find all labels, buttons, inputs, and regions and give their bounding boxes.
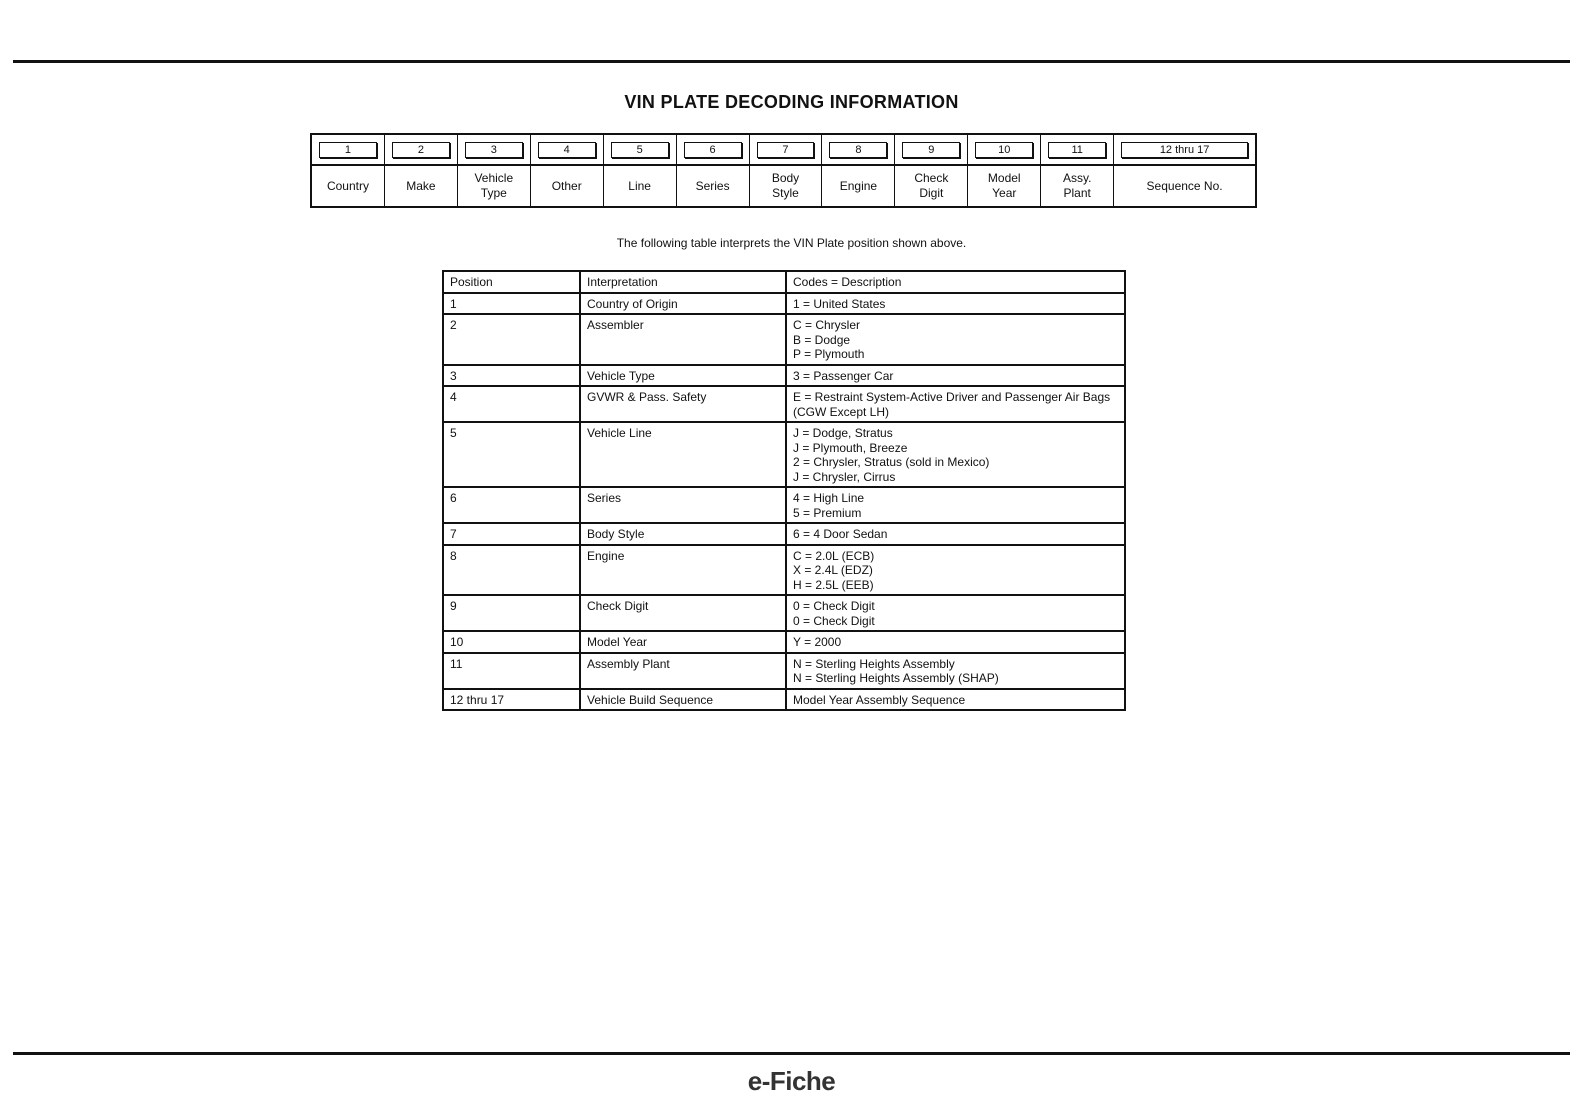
vin-position-9 [895, 135, 968, 206]
vin-position-number-cell [312, 135, 384, 166]
table-note: The following table interprets the VIN Plate position shown above. [616, 236, 967, 250]
vin-position-7 [750, 135, 823, 206]
codes-cell [786, 523, 1125, 545]
position-cell: 1 [443, 293, 580, 315]
interpretation-cell: Vehicle Build Sequence [580, 689, 786, 711]
vin-position-number: 8 [829, 142, 887, 158]
vin-position-5 [604, 135, 677, 206]
table-row [443, 293, 1125, 315]
codes-cell [786, 293, 1125, 315]
interpretation-cell: Model Year [580, 631, 786, 653]
code-line: J = Plymouth, Breeze [793, 440, 908, 455]
vin-position-label: Check Digit [914, 171, 949, 200]
code-line: N = Sterling Heights Assembly (SHAP) [793, 671, 999, 685]
vin-position-4 [531, 135, 604, 206]
vin-position-11 [1041, 135, 1114, 206]
code-line: Model Year Assembly Sequence [793, 692, 966, 707]
vin-position-number: 11 [1048, 142, 1106, 158]
header-position: Position [443, 271, 580, 293]
vin-position-number-cell [750, 135, 822, 166]
interpretation-cell: Body Style [580, 523, 786, 545]
position-cell: 4 [443, 386, 580, 422]
vin-position-number-cell [822, 135, 894, 166]
code-line: X = 2.4L (EDZ) [793, 563, 873, 577]
position-cell: 3 [443, 365, 580, 387]
position-cell: 12 thru 17 [443, 689, 580, 711]
vin-plate-diagram [310, 133, 1257, 208]
vin-position-number: 1 [319, 142, 377, 158]
code-line: 5 = Premium [793, 505, 862, 520]
interpretation-cell: Series [580, 487, 786, 523]
codes-cell [786, 631, 1125, 653]
codes-cell [786, 422, 1125, 487]
vin-position-number-cell [385, 135, 457, 166]
vin-position-number: 2 [392, 142, 450, 158]
code-line: B = Dodge [793, 332, 851, 347]
vin-position-label: Sequence No. [1146, 178, 1223, 193]
position-cell: 9 [443, 595, 580, 631]
position-cell: 11 [443, 653, 580, 689]
efiche-logo: e-Fiche [747, 1066, 836, 1096]
vin-position-number: 3 [465, 142, 523, 158]
bottom-rule [13, 1052, 1570, 1055]
table-row [443, 545, 1125, 596]
code-line: 4 = High Line [793, 491, 865, 505]
table-row [443, 386, 1125, 422]
vin-position-label: Series [695, 178, 730, 193]
vin-position-number-cell [1041, 135, 1113, 166]
code-line: 1 = United States [793, 296, 886, 311]
vin-position-number: 6 [684, 142, 742, 158]
codes-cell [786, 365, 1125, 387]
vin-position-6 [677, 135, 750, 206]
table-row [443, 595, 1125, 631]
codes-cell [786, 595, 1125, 631]
position-cell: 6 [443, 487, 580, 523]
code-line: 6 = 4 Door Sedan [793, 527, 888, 541]
position-cell: 5 [443, 422, 580, 487]
vin-position-label: Model Year [987, 171, 1021, 200]
interpretation-cell: Vehicle Type [580, 365, 786, 387]
table-row [443, 365, 1125, 387]
header-interpretation: Interpretation [580, 271, 786, 293]
header-codes: Codes = Description [786, 271, 1125, 293]
table-row [443, 631, 1125, 653]
codes-cell [786, 314, 1125, 365]
vin-position-number-cell [1114, 135, 1255, 166]
vin-decoding-table [442, 270, 1126, 711]
vin-position-number-cell [968, 135, 1040, 166]
code-line: (CGW Except LH) [793, 404, 890, 419]
interpretation-cell: Check Digit [580, 595, 786, 631]
position-cell: 8 [443, 545, 580, 596]
codes-cell [786, 386, 1125, 422]
code-line: 2 = Chrysler, Stratus (sold in Mexico) [793, 455, 990, 469]
table-row [443, 487, 1125, 523]
vin-position-number: 9 [902, 142, 960, 158]
table-header-row [443, 271, 1125, 293]
vin-position-number-cell [895, 135, 967, 166]
position-cell: 2 [443, 314, 580, 365]
page-title: VIN PLATE DECODING INFORMATION [624, 92, 959, 112]
vin-position-label: Body Style [771, 171, 800, 200]
interpretation-cell: GVWR & Pass. Safety [580, 386, 786, 422]
code-line: P = Plymouth [793, 347, 865, 361]
code-line: C = 2.0L (ECB) [793, 548, 875, 563]
vin-position-label: Other [551, 178, 582, 193]
code-line: H = 2.5L (EEB) [793, 577, 874, 592]
interpretation-cell: Vehicle Line [580, 422, 786, 487]
vin-position-number: 4 [538, 142, 596, 158]
vin-position-2 [385, 135, 458, 206]
position-cell: 10 [443, 631, 580, 653]
vin-position-12 [1114, 135, 1255, 206]
position-cell: 7 [443, 523, 580, 545]
codes-cell [786, 545, 1125, 596]
vin-position-number-cell [677, 135, 749, 166]
vin-position-number: 5 [611, 142, 669, 158]
vin-position-10 [968, 135, 1041, 206]
interpretation-cell: Assembler [580, 314, 786, 365]
code-line: 3 = Passenger Car [793, 368, 894, 383]
vin-position-label: Engine [839, 178, 878, 193]
codes-cell [786, 689, 1125, 711]
code-line: N = Sterling Heights Assembly [793, 656, 955, 671]
vin-position-8 [822, 135, 895, 206]
vin-position-label: Vehicle Type [474, 171, 514, 200]
code-line: J = Dodge, Stratus [793, 426, 893, 440]
vin-position-label: Country [326, 178, 369, 193]
interpretation-cell: Engine [580, 545, 786, 596]
vin-position-3 [458, 135, 531, 206]
table-row [443, 689, 1125, 711]
code-line: C = Chrysler [793, 318, 861, 332]
table-row [443, 523, 1125, 545]
table-row [443, 422, 1125, 487]
vin-position-label: Line [628, 178, 651, 193]
table-row [443, 314, 1125, 365]
interpretation-cell: Assembly Plant [580, 653, 786, 689]
vin-position-1 [312, 135, 385, 206]
code-line: J = Chrysler, Cirrus [793, 469, 896, 484]
vin-position-number-cell [458, 135, 530, 166]
vin-position-number: 12 thru 17 [1121, 142, 1248, 158]
codes-cell [786, 653, 1125, 689]
code-line: 0 = Check Digit [793, 599, 875, 613]
vin-position-number: 7 [757, 142, 815, 158]
vin-position-number: 10 [975, 142, 1033, 158]
codes-cell [786, 487, 1125, 523]
vin-position-number-cell [531, 135, 603, 166]
vin-position-number-cell [604, 135, 676, 166]
vin-position-label: Assy. Plant [1062, 171, 1092, 200]
vin-position-label: Make [406, 178, 436, 193]
top-rule [13, 60, 1570, 63]
code-line: Y = 2000 [793, 635, 842, 649]
code-line: E = Restraint System-Active Driver and Passenger Air Bags [793, 390, 1111, 404]
code-line: 0 = Check Digit [793, 613, 875, 628]
interpretation-cell: Country of Origin [580, 293, 786, 315]
table-row [443, 653, 1125, 689]
